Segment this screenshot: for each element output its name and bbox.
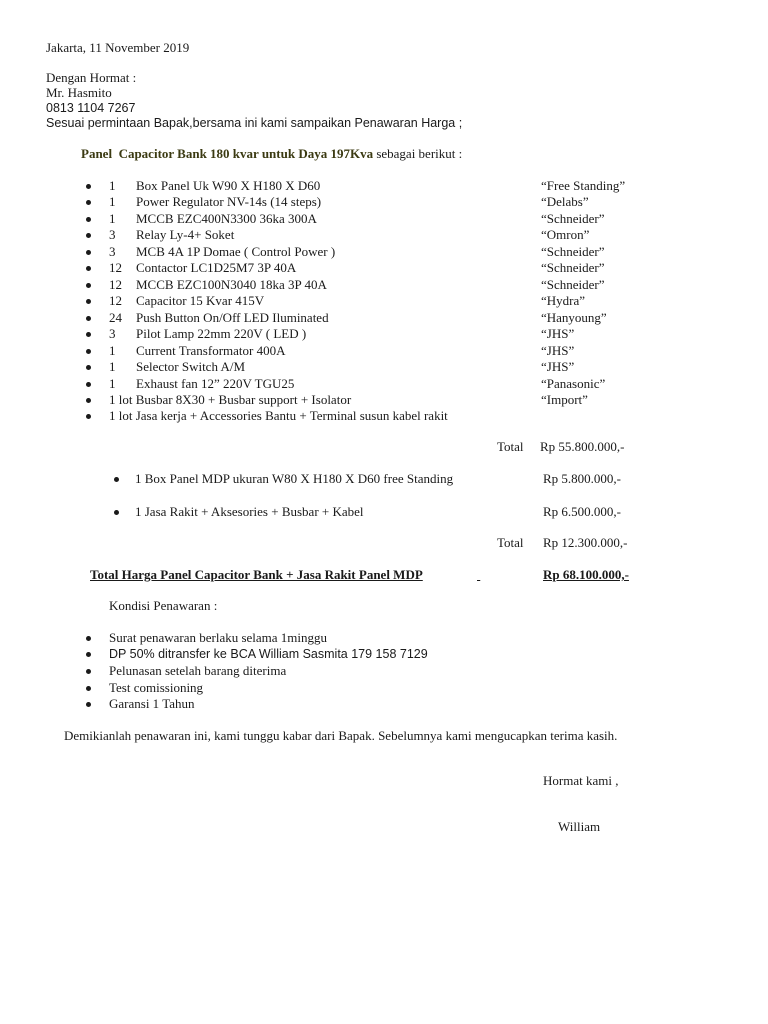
bullet-icon (86, 332, 91, 337)
bullet-icon (114, 510, 119, 515)
item-qty: 3 (109, 326, 116, 341)
bullet-icon (86, 652, 91, 657)
item-brand: “Panasonic” (541, 376, 606, 391)
item-desc: MCB 4A 1P Domae ( Control Power ) (136, 244, 336, 259)
item-desc: Power Regulator NV-14s (14 steps) (136, 194, 322, 209)
letter-date: Jakarta, 11 November 2019 (46, 40, 190, 55)
item-brand: “Import” (541, 392, 588, 407)
total-label: Total (497, 439, 524, 454)
mdp-item-amount: Rp 6.500.000,- (543, 504, 621, 519)
item-desc: Relay Ly-4+ Soket (136, 227, 235, 242)
bullet-icon (86, 686, 91, 691)
item-desc: Push Button On/Off LED Iluminated (136, 310, 329, 325)
bullet-icon (86, 669, 91, 674)
item-qty: 1 (109, 178, 116, 193)
condition-text: Test comissioning (109, 680, 204, 695)
condition-text: Pelunasan setelah barang diterima (109, 663, 287, 678)
subject-suffix: sebagai berikut : (373, 146, 463, 161)
total-amount: Rp 12.300.000,- (543, 535, 628, 550)
closing-text: Demikianlah penawaran ini, kami tunggu kabar dari Bapak. Sebelumnya kami mengucapkan terima kasih. (64, 728, 618, 743)
bullet-icon (114, 477, 119, 482)
regards: Hormat kami , (543, 773, 619, 788)
item-qty: 3 (109, 227, 116, 242)
item-brand: “Hanyoung” (541, 310, 607, 325)
item-desc: MCCB EZC400N3300 36ka 300A (136, 211, 317, 226)
item-qty: 1 (109, 343, 116, 358)
condition-text: Garansi 1 Tahun (109, 696, 195, 711)
item-desc: MCCB EZC100N3040 18ka 3P 40A (136, 277, 327, 292)
item-brand: “Schneider” (541, 211, 605, 226)
conditions-title: Kondisi Penawaran : (109, 598, 218, 613)
item-qty: 1 (109, 194, 116, 209)
total-label: Total (497, 535, 524, 550)
bullet-icon (86, 266, 91, 271)
item-brand: “JHS” (541, 326, 575, 341)
item-qty: 12 (109, 260, 122, 275)
signer-name: William (558, 819, 601, 834)
condition-text: Surat penawaran berlaku selama 1minggu (109, 630, 328, 645)
item-brand: “Omron” (541, 227, 590, 242)
item-brand: “Delabs” (541, 194, 589, 209)
recipient-phone: 0813 1104 7267 (46, 101, 136, 115)
item-qty: 12 (109, 277, 122, 292)
item-brand: “Free Standing” (541, 178, 626, 193)
item-brand: “Schneider” (541, 244, 605, 259)
item-desc: Exhaust fan 12” 220V TGU25 (136, 376, 295, 391)
subject-line (81, 146, 462, 162)
bullet-icon (86, 382, 91, 387)
bullet-icon (86, 200, 91, 205)
item-qty: 1 (109, 376, 116, 391)
item-qty: 3 (109, 244, 116, 259)
item-brand: “Hydra” (541, 293, 586, 308)
item-desc: 1 lot Busbar 8X30 + Busbar support + Isolator (109, 392, 352, 407)
bullet-icon (86, 349, 91, 354)
bullet-icon (86, 398, 91, 403)
bullet-icon (86, 414, 91, 419)
bullet-icon (86, 702, 91, 707)
grand-total-amount: Rp 68.100.000,- (543, 567, 629, 582)
bullet-icon (86, 299, 91, 304)
item-desc: 1 lot Jasa kerja + Accessories Bantu + Terminal susun kabel rakit (109, 408, 448, 423)
item-qty: 24 (109, 310, 122, 325)
bullet-icon (86, 250, 91, 255)
item-desc: Contactor LC1D25M7 3P 40A (136, 260, 297, 275)
mdp-item-desc: 1 Jasa Rakit + Aksesories + Busbar + Kabel (135, 504, 364, 519)
bullet-icon (86, 316, 91, 321)
mdp-item-desc: 1 Box Panel MDP ukuran W80 X H180 X D60 free Standing (135, 471, 454, 486)
item-desc: Pilot Lamp 22mm 220V ( LED ) (136, 326, 307, 341)
bullet-icon (86, 636, 91, 641)
item-brand: “JHS” (541, 359, 575, 374)
bullet-icon (86, 365, 91, 370)
total-amount: Rp 55.800.000,- (540, 439, 625, 454)
bullet-icon (86, 233, 91, 238)
item-desc: Capacitor 15 Kvar 415V (136, 293, 265, 308)
subject-title: Capacitor Bank 180 kvar untuk Daya 197Kva (118, 146, 374, 161)
item-desc: Selector Switch A/M (136, 359, 246, 374)
item-qty: 12 (109, 293, 122, 308)
intro-text: Sesuai permintaan Bapak,bersama ini kami sampaikan Penawaran Harga ; (46, 116, 463, 130)
bullet-icon (86, 184, 91, 189)
bullet-icon (86, 217, 91, 222)
grand-total-underline-spacer (477, 567, 537, 583)
bullet-icon (86, 283, 91, 288)
item-brand: “Schneider” (541, 277, 605, 292)
subject-panel: Panel (81, 146, 113, 161)
mdp-item-amount: Rp 5.800.000,- (543, 471, 621, 486)
recipient-name: Mr. Hasmito (46, 85, 112, 100)
item-desc: Box Panel Uk W90 X H180 X D60 (136, 178, 321, 193)
item-brand: “JHS” (541, 343, 575, 358)
item-qty: 1 (109, 211, 116, 226)
condition-text: DP 50% ditransfer ke BCA William Sasmita 179 158 7129 (109, 647, 428, 661)
item-qty: 1 (109, 359, 116, 374)
item-desc: Current Transformator 400A (136, 343, 286, 358)
item-brand: “Schneider” (541, 260, 605, 275)
grand-total-label: Total Harga Panel Capacitor Bank + Jasa Rakit Panel MDP (90, 567, 423, 582)
greeting: Dengan Hormat : (46, 70, 137, 85)
